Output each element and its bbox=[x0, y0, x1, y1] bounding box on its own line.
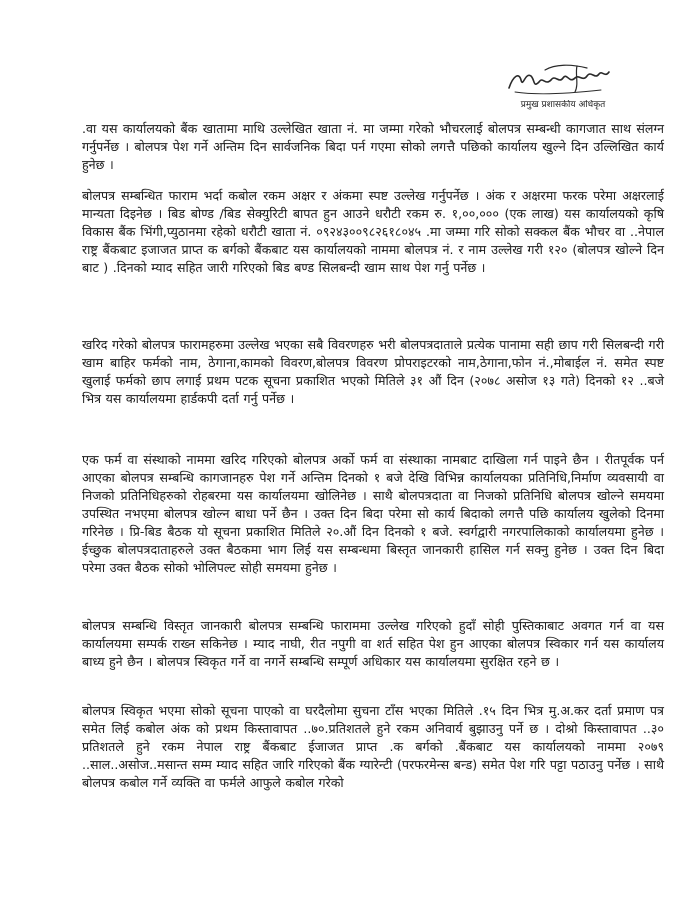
paragraph-acceptance: बोलपत्र स्विकृत भएमा सोको सूचना पाएको वा घरदैलोमा सुचना टाँस भएका मितिले .१५ दिन भित्र मु.अ.कर दर्ता प्रमाण पत्र समेत लिई कबोल अंक को प्रथम किस्तावापत ..७०.प्रतिशतले हुने रकम अनिवार्य बुझाउनु पर्ने छ । दोश्रो किस्तावापत ..३० प्रतिशतले हुने रकम नेपाल राष्ट्र बैंकबाट ईजाजत प्राप्त .क बर्गको .बैंकबाट यस कार्यालयको नाममा २०७९ ..साल..असोज..मसान्त सम्म म्याद सहित जारि गरिएको बैंक ग्यारेन्टी (परफरमेन्स बन्ड) समेत पेश गरि पट्टा पठाउनु पर्नेछ । साथै बोलपत्र कबोल गर्ने व्यक्ति वा फर्मले आफुले कबोल गरेको bbox=[82, 703, 664, 790]
paragraph-information: बोलपत्र सम्बन्धि विस्तृत जानकारी बोलपत्र सम्बन्धि फाराममा उल्लेख गरिएको हुदाँ सोही पुस्तिकाबाट अवगत गर्न वा यस कार्यालयमा सम्पर्क राख्न सकिनेछ । म्याद नाघी, रीत नपुगी वा शर्त सहित पेश हुन आएका बोलपत्र स्विकार गर्न यस कार्यालय बाध्य हुने छैन । बोलपत्र स्विकृत गर्ने वा नगर्ने सम्बन्धि सम्पूर्ण अधिकार यस कार्यालयमा सुरक्षित रहने छ । bbox=[82, 618, 664, 669]
paragraph-opening: एक फर्म वा संस्थाको नाममा खरिद गरिएको बोलपत्र अर्को फर्म वा संस्थाका नामबाट दाखिला गर्न पाइने छैन । रीतपूर्वक पर्न आएका बोलपत्र सम्बन्धि कागजानहरु पेश गर्ने अन्तिम दिनको १ बजे देखि विभिन्न कार्यालयका प्रतिनिधि,निर्माण व्यवसायी वा निजको प्रतिनिधिहरुको रोहबरमा यस कार्यालयमा खोलिनेछ । साथै बोलपत्रदाता वा निजको प्रतिनिधि बोलपत्र खोल्ने समयमा उपस्थित नभएमा बोलपत्र खोल्न बाधा पर्ने छैन । उक्त दिन बिदा परेमा सो कार्य बिदाको लगत्तै पछि कार्यालय खुलेको दिनमा गरिनेछ । प्रि-बिड बैठक यो सूचना प्रकाशित मितिले २०.औं दिन दिनको १ बजे. स्वर्गद्वारी नगरपालिकाको कार्यालयमा हुनेछ । ईच्छुक बोलपत्रदाताहरुले उक्त बैठकमा भाग लिई यस सम्बन्धमा बिस्तृत जानकारी हासिल गर्न सक्नु हुनेछ । उक्त दिन बिदा परेमा उक्त बैठक सोको भोलिपल्ट सोही समयमा हुनेछ । bbox=[82, 452, 664, 575]
paragraph-voucher: .वा यस कार्यालयको बैंक खातामा माथि उल्लेखित खाता नं. मा जम्मा गरेको भौचरलाई बोलपत्र सम्बन्धी कागजात साथ संलग्न गर्नुपर्नेछ । बोलपत्र पेश गर्ने अन्तिम दिन सार्वजनिक बिदा पर्न गएमा सोको लगत्तै पछिको कार्यालय खुल्ने दिन उल्लिखित कार्य हुनेछ । bbox=[82, 121, 664, 172]
paragraph-submission: खरिद गरेको बोलपत्र फारामहरुमा उल्लेख भएका सबै विवरणहरु भरी बोलपत्रदाताले प्रत्येक पानामा सही छाप गरी सिलबन्दी गरी खाम बाहिर फर्मको नाम, ठेगाना,कामको विवरण,बोलपत्र विवरण प्रोपराइटरको नाम,ठेगाना,फोन नं.,मोबाईल नं. समेत स्पष्ट खुलाई फर्मको छाप लगाई प्रथम पटक सूचना प्रकाशित भएको मितिले ३१ औं दिन (२०७८ असोज १३ गते) दिनको १२ ..बजे भित्र यस कार्यालयमा हार्डकपी दर्ता गर्नु पर्नेछ । bbox=[82, 337, 664, 406]
paragraph-bid-bond: बोलपत्र सम्बन्धित फाराम भर्दा कबोल रकम अक्षर र अंकमा स्पष्ट उल्लेख गर्नुपर्नेछ । अंक र अक्षरमा फरक परेमा अक्षरलाई मान्यता दिइनेछ । बिड बोण्ड /बिड सेक्युरिटी बापत हुन आउने धरौटी रकम रु. १,००,००० (एक लाख) यस कार्यालयको कृषि विकास बैंक भिंगी,प्युठानमा रहेको धरौटी खाता नं. ०९२४३००९८२६१८०४५ .मा जम्मा गरि सोको सक्कल बैंक भौचर वा ..नेपाल राष्ट्र बैंकबाट इजाजत प्राप्त क बर्गको बैंकबाट यस कार्यालयको नाममा बोलपत्र नं. र नाम उल्लेख गरी १२० (बोलपत्र खोल्ने दिन बाट ) .दिनको म्याद सहित जारी गरिएको बिड बण्ड सिलबन्दी खाम साथ पेश गर्नु पर्नेछ । bbox=[82, 188, 664, 275]
signature-caption: प्रमुख प्रशासकीय अधिकृत bbox=[520, 100, 606, 110]
signature-block bbox=[505, 62, 615, 112]
signature-icon bbox=[505, 62, 615, 100]
